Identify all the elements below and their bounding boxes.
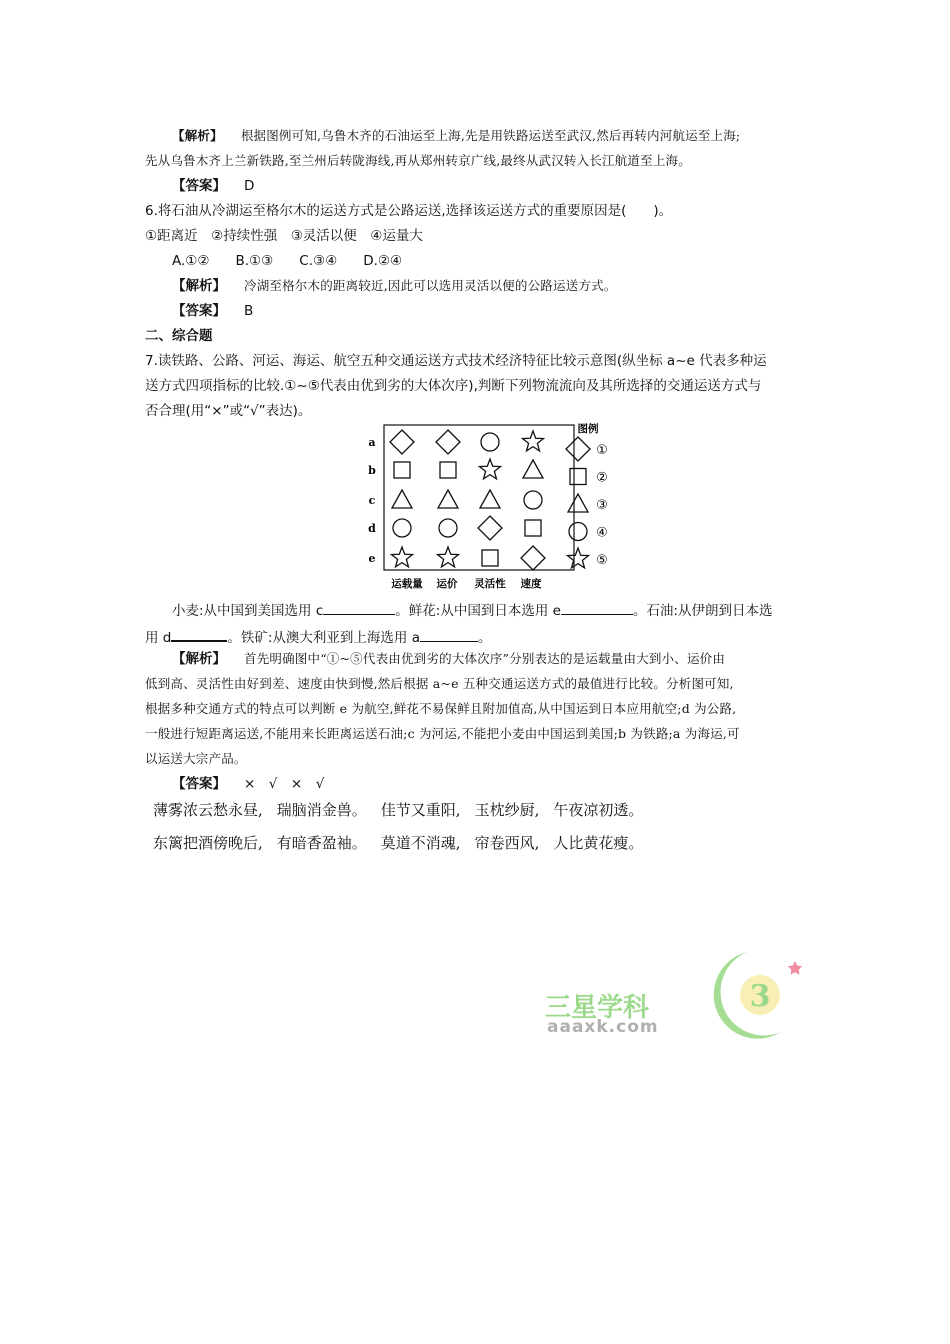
q7-analysis-text-1: 首先明确图中“①~⑤代表由优到劣的大体次序”分别表达的是运载量由大到小、运价由 [244,651,726,666]
mark-e-1 [392,547,413,567]
q6-analysis-label: 【解析】 [172,278,226,294]
q7-answer-label: 【答案】 [172,776,226,792]
q7-blank-1[interactable] [323,599,395,615]
poem-2-seg-1: 东篱把酒傍晚后, [153,834,263,852]
mark-c-2 [438,490,458,508]
q7-answer-value: × √ × √ [244,776,325,792]
legend-label-2: ② [596,470,608,486]
q7-analysis-text-2: 低到高、灵活性由好到差、速度由快到慢,然后根据 a~e 五种交通运送方式的最值进行比较。分析图可知, [145,676,734,691]
mark-d-1 [393,519,411,537]
mark-a-1 [390,430,414,454]
figure-frame [384,425,574,570]
mark-a-4 [523,431,544,451]
q6-stem: 6.将石油从冷湖运至格尔木的运送方式是公路运送,选择该运送方式的重要原因是( )。 [145,203,673,219]
q6-option-a: A.①② [172,253,210,269]
q7-fill-oil: 。石油:从伊朗到日本选 [632,603,773,619]
poem-2-seg-4: 帘卷西风, [474,834,540,852]
q7-fill-flowers: 。鲜花:从中国到日本选用 e [395,603,561,619]
q5-analysis-text-1: 根据图例可知,乌鲁木齐的石油运至上海,先是用铁路运送至武汉,然后再转内河航运至上海; [240,128,741,143]
poem-line-1 [153,798,657,822]
q6-answer-value: B [244,303,254,319]
poem-2-seg-3: 莫道不消魂, [380,834,461,852]
mark-b-1 [394,462,410,478]
q5-answer [172,176,812,196]
q7-analysis-text-4: 一般进行短距离运送,不能用来长距离运送石油;c 为河运,不能把小麦由中国运到美国;b 为铁路;a 为海运,可 [145,726,740,741]
mark-b-3 [480,459,501,479]
q7-fill-oil-tail: 用 d [145,630,172,646]
poem-2-seg-5: 人比黄花瘦。 [553,834,644,852]
mark-b-4 [523,460,543,478]
mark-e-2 [438,547,459,567]
q7-blank-3[interactable] [171,625,227,642]
mark-c-1 [392,490,412,508]
column-label-2: 运价 [436,578,458,590]
q7-fill-line-1 [172,599,812,621]
mark-e-4 [521,546,545,570]
q5-analysis [172,126,812,146]
q7-blank-4[interactable] [420,626,478,642]
watermark-url: aaaxk.com [547,1017,659,1037]
column-label-3: 灵活性 [474,578,506,590]
q6-answer [172,301,812,321]
legend-circle-icon [569,523,587,541]
q6-analysis [172,276,812,296]
q6-answer-label: 【答案】 [172,303,226,319]
watermark-logo [535,940,810,1050]
q6-options [172,251,812,271]
legend-label-3: ③ [596,498,608,513]
legend-label-5: ⑤ [596,553,608,568]
mark-b-2 [440,462,456,478]
poem-1-seg-3: 佳节又重阳, [380,801,461,819]
q7-blank-2[interactable] [561,599,633,615]
watermark-badge-number: 3 [749,979,771,1014]
q7-analysis [172,649,812,669]
legend-triangle-icon [568,494,588,512]
mark-d-4 [525,520,541,536]
legend-star-icon [568,548,589,568]
poem-line-2 [153,831,657,855]
mark-a-2 [436,430,460,454]
mark-d-2 [439,519,457,537]
q5-answer-label: 【答案】 [172,178,226,194]
column-label-1: 运载量 [391,578,423,590]
q6-option-d: D.②④ [363,253,403,269]
q7-stem-1: 7.读铁路、公路、河运、海运、航空五种交通运送方式技术经济特征比较示意图(纵坐标 a~e 代表多种运 [145,353,767,369]
q7-fill-line-2 [145,625,810,648]
q7-answer [172,774,812,794]
q6-option-b: B.①③ [235,253,274,269]
q6-analysis-text: 冷湖至格尔木的距离较近,因此可以选用灵活以便的公路运送方式。 [244,278,617,293]
column-label-4: 速度 [520,578,542,590]
legend-diamond-icon [566,437,590,461]
q7-fill-end: 。 [478,630,492,646]
row-label-a: a [368,436,376,449]
q7-analysis-label: 【解析】 [172,651,226,667]
section-title: 二、综合题 [145,328,213,344]
poem-2-seg-2: 有暗香盈袖。 [276,834,367,852]
mark-e-3 [482,550,498,566]
poem-1-seg-1: 薄雾浓云愁永昼, [153,801,263,819]
transport-comparison-figure [364,420,614,592]
q7-stem-3: 否合理(用“×”或“√”表达)。 [145,403,312,419]
poem-1-seg-2: 瑞脑消金兽。 [276,801,367,819]
q7-fill-wheat: 小麦:从中国到美国选用 c [172,603,324,619]
q7-analysis-text-5: 以运送大宗产品。 [145,751,247,766]
legend-label-1: ① [596,443,608,458]
mark-d-3 [478,516,502,540]
legend-square-icon [570,469,586,485]
q6-option-c: C.③④ [299,253,338,269]
poem-1-seg-5: 午夜凉初透。 [553,801,644,819]
legend-title: 图例 [577,423,599,435]
mark-c-3 [480,490,500,508]
q5-analysis-text-2: 先从乌鲁木齐上兰新铁路,至兰州后转陇海线,再从郑州转京广线,最终从武汉转入长江航道至上海。 [145,153,691,168]
q6-choices: ①距离近 ②持续性强 ③灵活以便 ④运量大 [145,228,423,244]
watermark-star-icon [788,961,802,975]
poem-1-seg-4: 玉枕纱厨, [474,801,540,819]
mark-c-4 [524,491,542,509]
mark-a-3 [481,433,499,451]
row-label-d: d [368,522,376,535]
q7-fill-iron: 。铁矿:从澳大利亚到上海选用 a [227,630,420,646]
q5-analysis-label: 【解析】 [172,128,223,143]
row-label-e: e [368,552,376,565]
watermark-brand: 三星学科 [545,993,650,1023]
q7-analysis-text-3: 根据多种交通方式的特点可以判断 e 为航空,鲜花不易保鲜且附加值高,从中国运到日本应用航空;d 为公路, [145,701,737,716]
q7-stem-2: 送方式四项指标的比较.①~⑤代表由优到劣的大体次序),判断下列物流流向及其所选择的交通运送方式与 [145,378,762,394]
row-label-b: b [368,464,376,477]
q5-answer-value: D [244,178,255,194]
row-label-c: c [368,494,376,507]
legend-label-4: ④ [596,525,608,541]
